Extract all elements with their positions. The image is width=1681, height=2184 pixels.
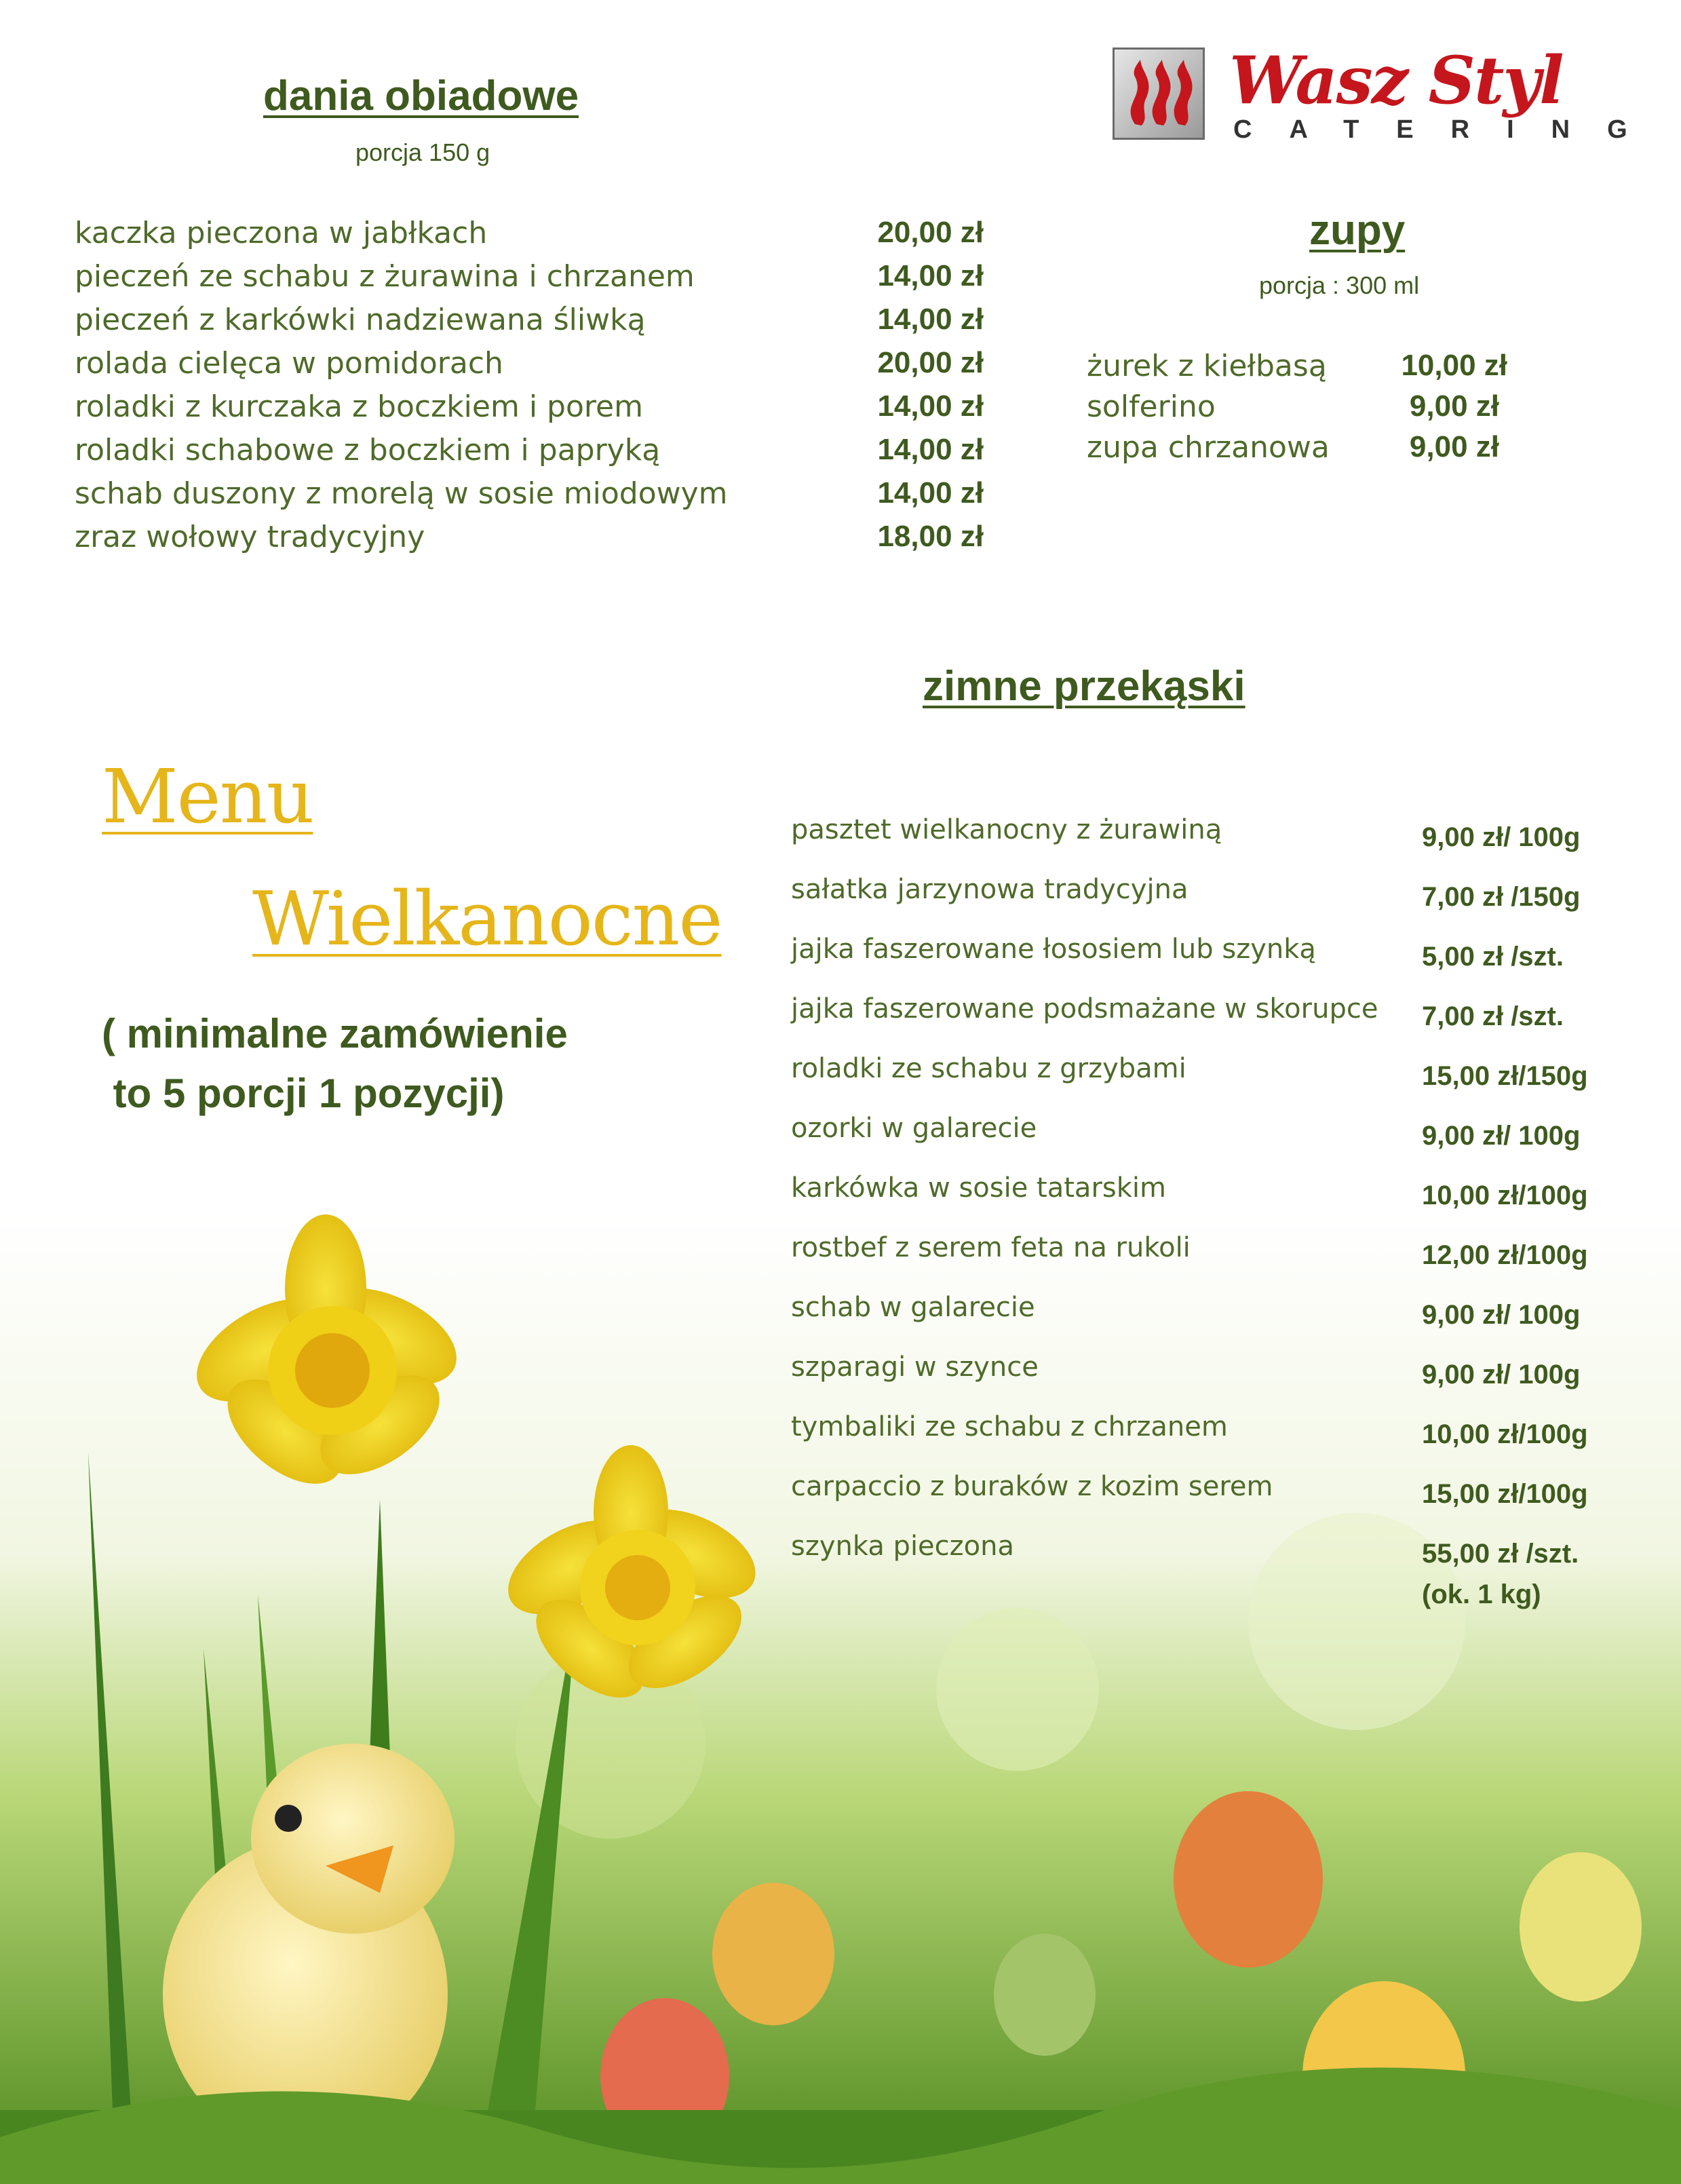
appetizer-name: szynka pieczona	[791, 1531, 1014, 1562]
soup-price: 10,00 zł	[1401, 349, 1507, 382]
list-item	[791, 993, 1619, 1053]
appetizer-price: 10,00 zł/100g	[1422, 1181, 1588, 1210]
list-item	[791, 874, 1619, 934]
dish-name: kaczka pieczona w jabłkach	[75, 216, 488, 250]
soup-price: 9,00 zł	[1409, 389, 1499, 423]
dish-name: rolada cielęca w pomidorach	[75, 346, 503, 381]
menu-title-line1: Menu	[102, 753, 313, 840]
zupy-portion: porcja : 300 ml	[1259, 271, 1420, 299]
appetizer-name: ozorki w galarecie	[791, 1113, 1037, 1144]
dish-name: pieczeń ze schabu z żurawina i chrzanem	[75, 259, 695, 294]
list-item	[791, 1113, 1619, 1172]
dish-price: 14,00 zł	[877, 389, 984, 423]
appetizer-price: 5,00 zł /szt.	[1422, 942, 1564, 972]
appetizer-price: 15,00 zł/100g	[1422, 1479, 1588, 1509]
appetizer-name: jajka faszerowane podsmażane w skorupce	[791, 993, 1378, 1024]
dania-list	[75, 216, 984, 569]
dish-price: 14,00 zł	[877, 433, 984, 466]
appetizer-price: 10,00 zł/100g	[1422, 1419, 1588, 1449]
soup-name: solferino	[1087, 389, 1216, 424]
menu-title-line2: Wielkanocne	[252, 875, 722, 962]
dish-price: 14,00 zł	[877, 476, 984, 510]
dish-price: 14,00 zł	[877, 303, 984, 336]
appetizer-price: 7,00 zł /150g	[1422, 882, 1581, 912]
appetizer-name: jajka faszerowane łososiem lub szynką	[791, 934, 1316, 965]
brand-subtitle: CATERING	[1233, 115, 1665, 144]
list-item	[791, 1172, 1619, 1232]
appetizer-name: szparagi w szynce	[791, 1352, 1039, 1383]
soup-name: żurek z kiełbasą	[1087, 349, 1327, 383]
soup-name: zupa chrzanowa	[1087, 430, 1330, 465]
list-item	[791, 1352, 1619, 1411]
appetizer-name: karkówka w sosie tatarskim	[791, 1172, 1166, 1204]
appetizer-name: tymbaliki ze schabu z chrzanem	[791, 1411, 1228, 1442]
list-item	[791, 1411, 1619, 1471]
list-item	[75, 303, 984, 346]
appetizer-name: carpaccio z buraków z kozim serem	[791, 1471, 1273, 1502]
zimne-list	[791, 814, 1619, 1615]
minimum-order-note: ( minimalne zamówienie to 5 porcji 1 pozycji)	[102, 1011, 568, 1116]
zupy-title: zupy	[1309, 207, 1406, 254]
soup-price: 9,00 zł	[1409, 430, 1499, 463]
zupy-list	[1087, 349, 1507, 471]
brand-logo	[1113, 42, 1665, 144]
dania-portion: porcja 150 g	[355, 138, 490, 166]
list-item	[791, 1053, 1619, 1113]
dish-price: 14,00 zł	[877, 259, 984, 292]
list-item	[75, 476, 984, 520]
list-item	[791, 934, 1619, 993]
list-item	[791, 1531, 1619, 1612]
appetizer-price: 12,00 zł/100g	[1422, 1240, 1588, 1270]
list-item	[791, 814, 1619, 874]
appetizer-name: pasztet wielkanocny z żurawiną	[791, 814, 1222, 845]
dish-price: 20,00 zł	[877, 346, 984, 379]
list-item	[75, 216, 984, 259]
list-item	[1087, 349, 1507, 389]
appetizer-name: roladki ze schabu z grzybami	[791, 1053, 1186, 1084]
list-item	[791, 1232, 1619, 1292]
appetizer-name: sałatka jarzynowa tradycyjna	[791, 874, 1189, 905]
appetizer-price: 9,00 zł/ 100g	[1422, 822, 1581, 852]
appetizer-price: 7,00 zł /szt.	[1422, 1001, 1564, 1031]
flame-logo-icon	[1113, 47, 1205, 140]
appetizer-price: 9,00 zł/ 100g	[1422, 1360, 1581, 1390]
list-item	[1087, 430, 1507, 471]
appetizer-price: 9,00 zł/ 100g	[1422, 1300, 1581, 1330]
list-item	[75, 259, 984, 303]
appetizer-price: 9,00 zł/ 100g	[1422, 1121, 1581, 1151]
list-item	[791, 1292, 1619, 1352]
list-item	[75, 520, 984, 563]
dish-name: zraz wołowy tradycyjny	[75, 520, 425, 554]
dish-price: 18,00 zł	[877, 520, 984, 553]
dish-name: pieczeń z karkówki nadziewana śliwką	[75, 303, 646, 337]
appetizer-price: 15,00 zł/150g	[1422, 1061, 1588, 1091]
list-item	[75, 433, 984, 476]
dish-name: roladki schabowe z boczkiem i papryką	[75, 433, 661, 467]
dania-title: dania obiadowe	[263, 73, 579, 119]
dish-name: schab duszony z morelą w sosie miodowym	[75, 476, 728, 511]
list-item	[75, 389, 984, 433]
dish-price: 20,00 zł	[877, 216, 984, 249]
brand-name: Wasz Styl	[1229, 42, 1563, 119]
appetizer-name: schab w galarecie	[791, 1292, 1035, 1323]
list-item	[791, 1471, 1619, 1531]
appetizer-name: rostbef z serem feta na rukoli	[791, 1232, 1191, 1263]
dish-name: roladki z kurczaka z boczkiem i porem	[75, 389, 643, 424]
appetizer-price: 55,00 zł /szt. (ok. 1 kg)	[1422, 1539, 1579, 1609]
list-item	[75, 346, 984, 389]
zimne-title: zimne przekąski	[923, 663, 1245, 710]
list-item	[1087, 389, 1507, 430]
